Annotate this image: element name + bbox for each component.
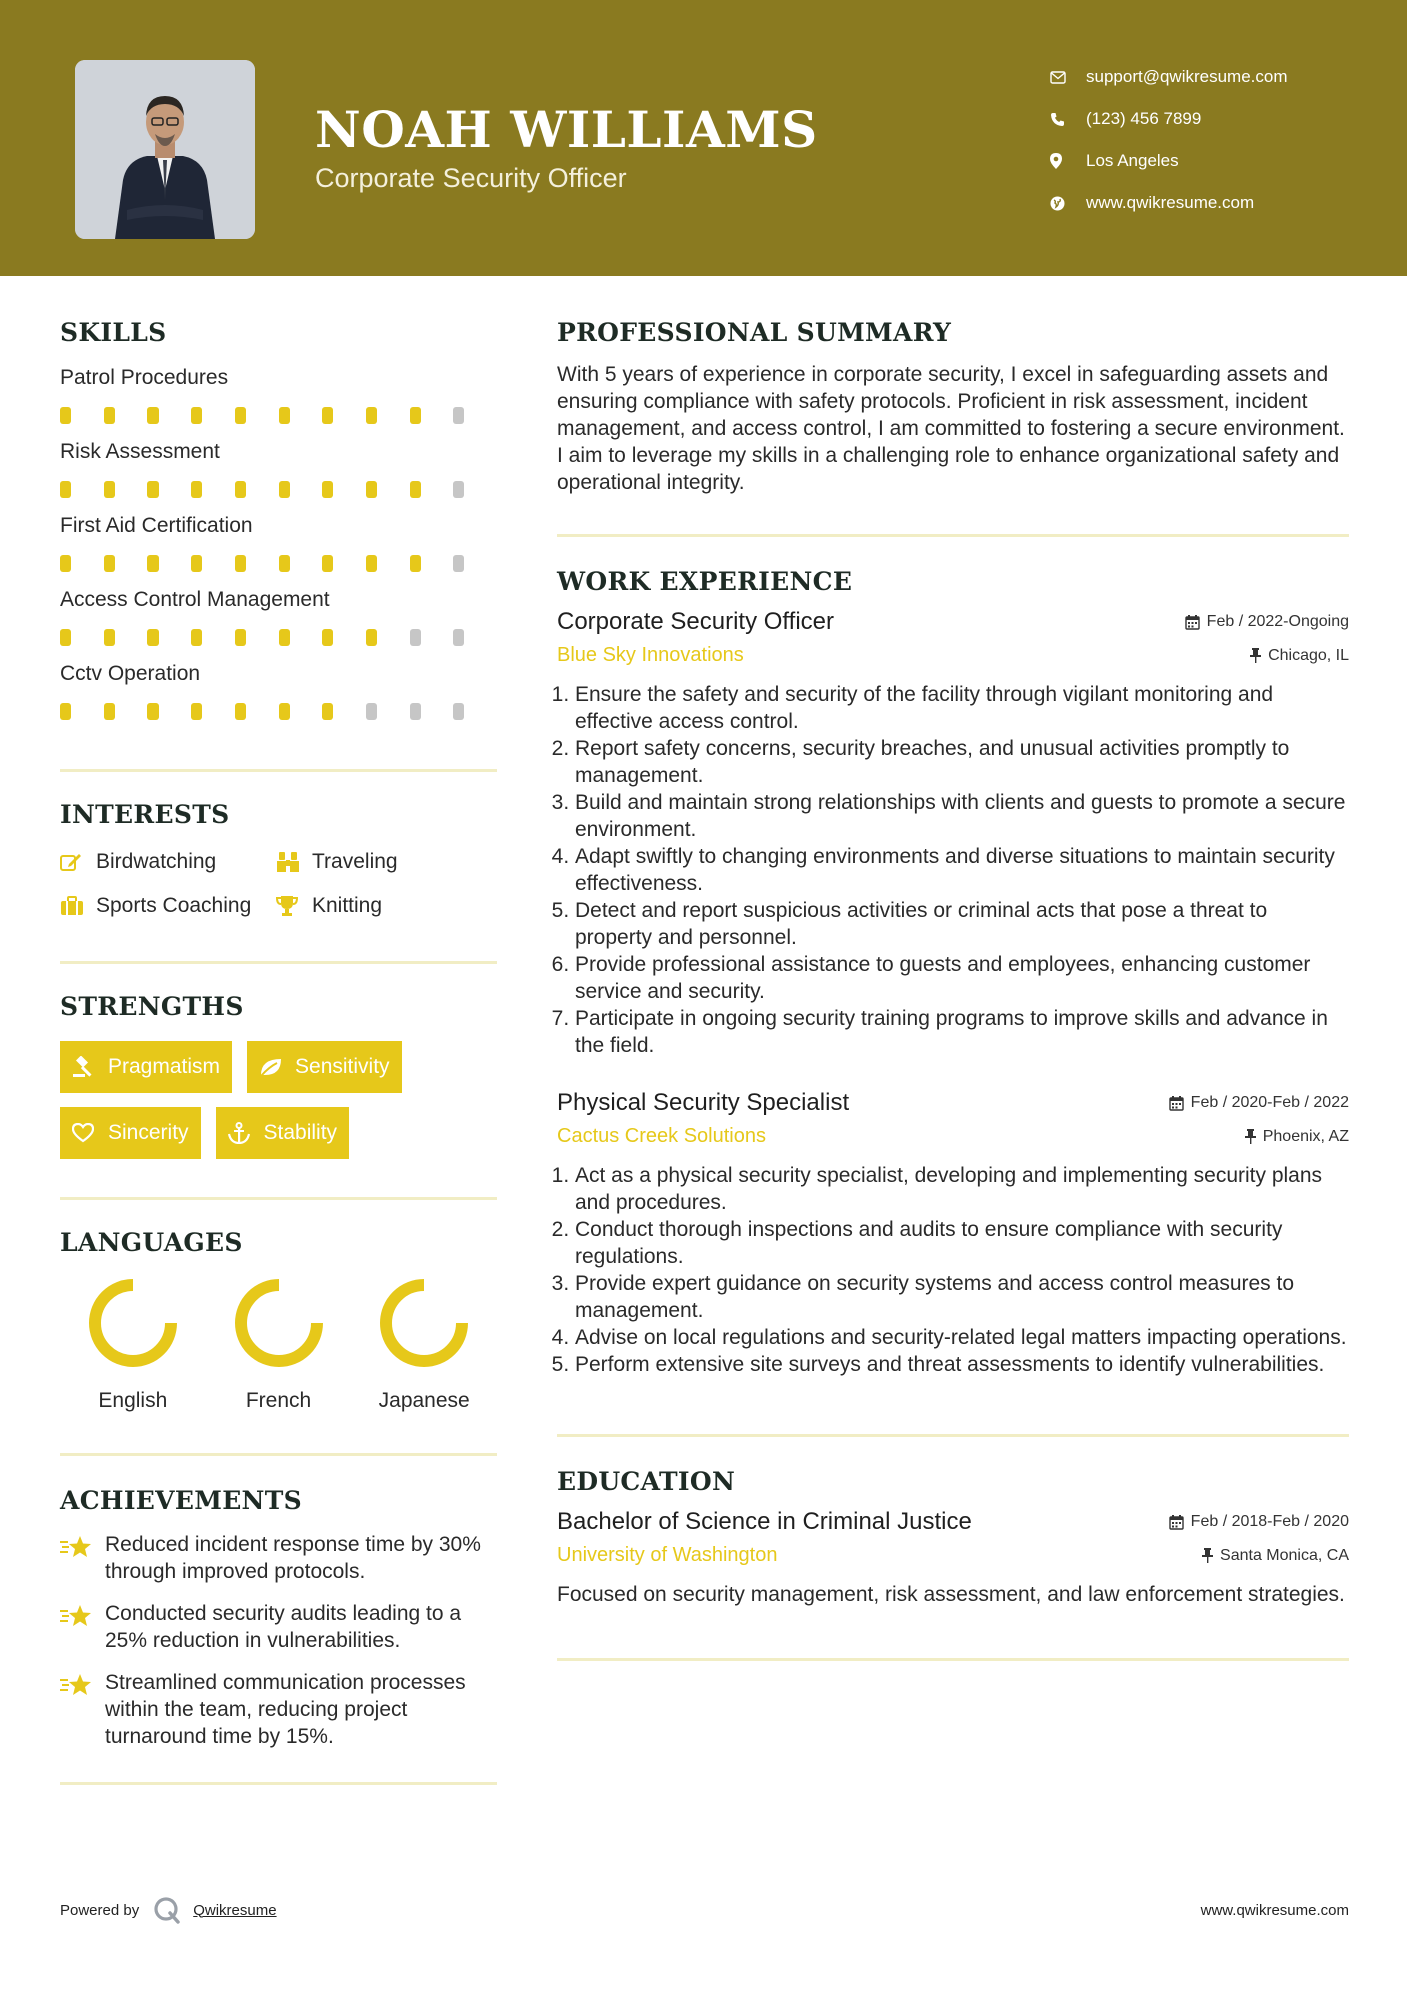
skill-name: Patrol Procedures [60, 366, 229, 389]
education-entry [557, 1508, 1349, 1608]
list-item: 2. Conduct thorough inspections and audits to ensure compliance with security regulations. [575, 1216, 1349, 1270]
skill-rating [60, 541, 497, 585]
skill-name: First Aid Certification [60, 514, 253, 537]
rating-dot-empty [453, 703, 464, 720]
powered-by: Powered by Qwikresume [60, 1896, 277, 1924]
job-location: Phoenix, AZ [1245, 1128, 1349, 1146]
rating-dot-empty [410, 629, 421, 646]
profile-photo [75, 60, 255, 239]
rating-dot-filled [104, 481, 115, 498]
rating-dot-filled [235, 703, 246, 720]
rating-dot-filled [235, 481, 246, 498]
rating-dot-filled [191, 629, 202, 646]
footer-url[interactable]: www.qwikresume.com [1200, 1901, 1349, 1919]
education-description: Focused on security management, risk assessment, and law enforcement strategies. [557, 1583, 1345, 1606]
job-entry [557, 1089, 1349, 1378]
rating-dot-filled [147, 703, 158, 720]
list-item: 1. Act as a physical security specialist, developing and implementing security plans and procedures. [575, 1162, 1349, 1216]
anchor-icon [228, 1122, 264, 1144]
rating-dot-empty [453, 481, 464, 498]
rating-dot-filled [191, 481, 202, 498]
summary-title: PROFESSIONAL SUMMARY [557, 318, 952, 347]
rating-dot-filled [60, 481, 71, 498]
rating-dot-filled [366, 629, 377, 646]
rating-dot-filled [279, 703, 290, 720]
rating-dot-filled [147, 407, 158, 424]
rating-dot-filled [279, 629, 290, 646]
leaf-icon [259, 1057, 295, 1077]
job-date: Feb / 2022-Ongoing [1185, 613, 1349, 631]
list-item: 4. Advise on local regulations and security-related legal matters impacting operations. [575, 1324, 1349, 1351]
pencil-edit-icon [60, 852, 96, 872]
rating-dot-empty [453, 555, 464, 572]
language-level-ring [87, 1277, 179, 1369]
rating-dot-filled [235, 629, 246, 646]
rating-dot-filled [60, 407, 71, 424]
star-badge-icon [60, 1531, 105, 1585]
job-location: Chicago, IL [1250, 647, 1349, 665]
skills-title: SKILLS [60, 318, 167, 347]
pushpin-icon [1245, 1129, 1256, 1144]
rating-dot-filled [104, 407, 115, 424]
contact-email[interactable]: support@qwikresume.com [1050, 56, 1288, 98]
candidate-role: Corporate Security Officer [315, 163, 627, 193]
skill-item [60, 659, 497, 733]
briefcase-icon [60, 896, 96, 916]
star-badge-icon [60, 1669, 105, 1750]
language-name: Japanese [378, 1389, 470, 1412]
phone-icon [1050, 112, 1086, 127]
achievement-item: Streamlined communication processes within the team, reducing project turnaround time by 15%. [60, 1669, 497, 1750]
education-title: EDUCATION [557, 1467, 736, 1496]
list-item: 5. Detect and report suspicious activities or criminal acts that pose a threat to property and personnel. [575, 897, 1349, 951]
language-name: English [98, 1389, 168, 1412]
job-date: Feb / 2020-Feb / 2022 [1169, 1094, 1349, 1112]
pushpin-icon [1250, 648, 1261, 663]
rating-dot-empty [453, 407, 464, 424]
section-divider [60, 1782, 497, 1785]
job-company: Blue Sky Innovations [557, 644, 744, 666]
interest-item: Birdwatching [60, 847, 276, 877]
rating-dot-filled [410, 481, 421, 498]
strengths-list [60, 1041, 497, 1173]
footer [60, 1896, 1349, 1924]
rating-dot-filled [147, 629, 158, 646]
candidate-name: NOAH WILLIAMS [315, 100, 818, 159]
rating-dot-filled [147, 481, 158, 498]
rating-dot-filled [410, 555, 421, 572]
education-location: Santa Monica, CA [1202, 1547, 1349, 1565]
language-item [351, 1277, 497, 1413]
heart-icon [72, 1123, 108, 1143]
interest-item: Traveling [276, 847, 496, 877]
rating-dot-filled [235, 555, 246, 572]
contact-website[interactable]: www.qwikresume.com [1050, 182, 1288, 224]
interests-list [60, 847, 497, 921]
achievements-title: ACHIEVEMENTS [60, 1486, 302, 1515]
rating-dot-filled [147, 555, 158, 572]
rating-dot-filled [191, 703, 202, 720]
skill-item [60, 585, 497, 659]
skills-list [60, 363, 497, 733]
rating-dot-filled [322, 629, 333, 646]
list-item: 5. Perform extensive site surveys and threat assessments to identify vulnerabilities. [575, 1351, 1349, 1378]
language-item [206, 1277, 352, 1413]
achievement-item: Reduced incident response time by 30% through improved protocols. [60, 1531, 497, 1585]
interest-item: Knitting [276, 891, 496, 921]
interest-item: Sports Coaching [60, 891, 276, 921]
strengths-title: STRENGTHS [60, 992, 244, 1021]
skill-rating [60, 467, 497, 511]
rating-dot-filled [279, 407, 290, 424]
skill-item [60, 511, 497, 585]
contact-list [1050, 56, 1288, 224]
job-title: Physical Security Specialist [557, 1089, 850, 1116]
list-item: 1. Ensure the safety and security of the facility through vigilant monitoring and effective access control. [575, 681, 1349, 735]
rating-dot-filled [104, 629, 115, 646]
job-responsibilities [557, 681, 1349, 1059]
languages-list [60, 1277, 497, 1413]
rating-dot-filled [322, 703, 333, 720]
globe-icon [1050, 196, 1086, 211]
list-item: 3. Provide expert guidance on security systems and access control measures to management. [575, 1270, 1349, 1324]
calendar-icon [1169, 1096, 1184, 1111]
list-item: 4. Adapt swiftly to changing environments and diverse situations to maintain security effectiveness. [575, 843, 1349, 897]
education-date: Feb / 2018-Feb / 2020 [1169, 1513, 1349, 1531]
rating-dot-filled [104, 555, 115, 572]
languages-title: LANGUAGES [60, 1228, 243, 1257]
rating-dot-empty [453, 629, 464, 646]
rating-dot-filled [410, 407, 421, 424]
skill-name: Cctv Operation [60, 662, 201, 685]
language-name: French [245, 1389, 312, 1412]
strength-badge: Sincerity [60, 1107, 201, 1159]
experience-title: WORK EXPERIENCE [557, 567, 853, 596]
envelope-icon [1050, 71, 1086, 84]
strength-badge: Sensitivity [247, 1041, 402, 1093]
job-entry [557, 608, 1349, 1059]
gavel-icon [72, 1056, 108, 1078]
list-item: 7. Participate in ongoing security training programs to improve skills and advance in the field. [575, 1005, 1349, 1059]
rating-dot-filled [322, 481, 333, 498]
rating-dot-filled [104, 703, 115, 720]
right-column [557, 318, 1349, 1661]
rating-dot-filled [235, 407, 246, 424]
list-item: 3. Build and maintain strong relationships with clients and guests to promote a secure environment. [575, 789, 1349, 843]
rating-dot-filled [366, 481, 377, 498]
rating-dot-filled [60, 629, 71, 646]
skill-rating [60, 393, 497, 437]
trophy-icon [276, 895, 312, 917]
skill-rating [60, 615, 497, 659]
binoculars-icon [276, 851, 312, 873]
pushpin-icon [1202, 1548, 1213, 1563]
skill-item [60, 363, 497, 437]
strength-badge: Pragmatism [60, 1041, 232, 1093]
list-item: 2. Report safety concerns, security breaches, and unusual activities promptly to management. [575, 735, 1349, 789]
rating-dot-empty [366, 703, 377, 720]
skill-name: Access Control Management [60, 588, 330, 611]
left-column [60, 318, 497, 1785]
rating-dot-filled [60, 703, 71, 720]
skill-item [60, 437, 497, 511]
skill-name: Risk Assessment [60, 440, 220, 463]
achievement-item: Conducted security audits leading to a 25% reduction in vulnerabilities. [60, 1600, 497, 1654]
rating-dot-filled [366, 555, 377, 572]
rating-dot-filled [279, 555, 290, 572]
school-name: University of Washington [557, 1544, 778, 1566]
contact-phone[interactable]: (123) 456 7899 [1050, 98, 1288, 140]
job-company: Cactus Creek Solutions [557, 1125, 766, 1147]
job-title: Corporate Security Officer [557, 608, 834, 635]
star-badge-icon [60, 1600, 105, 1654]
strength-badge: Stability [216, 1107, 350, 1159]
list-item: 6. Provide professional assistance to guests and employees, enhancing customer service and security. [575, 951, 1349, 1005]
rating-dot-empty [410, 703, 421, 720]
section-divider [557, 1658, 1349, 1661]
qwikresume-logo-icon [153, 1896, 181, 1924]
language-level-ring [233, 1277, 325, 1369]
resume-header [0, 0, 1407, 276]
rating-dot-filled [279, 481, 290, 498]
interests-title: INTERESTS [60, 800, 230, 829]
calendar-icon [1169, 1515, 1184, 1530]
rating-dot-filled [366, 407, 377, 424]
rating-dot-filled [191, 555, 202, 572]
rating-dot-filled [322, 555, 333, 572]
contact-location: Los Angeles [1050, 140, 1288, 182]
job-responsibilities [557, 1162, 1349, 1378]
language-item [60, 1277, 206, 1413]
rating-dot-filled [322, 407, 333, 424]
language-level-ring [378, 1277, 470, 1369]
skill-rating [60, 689, 497, 733]
qwikresume-link[interactable]: Qwikresume [193, 1901, 277, 1919]
degree-title: Bachelor of Science in Criminal Justice [557, 1508, 972, 1535]
location-pin-icon [1050, 153, 1086, 169]
rating-dot-filled [60, 555, 71, 572]
rating-dot-filled [191, 407, 202, 424]
calendar-icon [1185, 615, 1200, 630]
summary-text: With 5 years of experience in corporate security, I excel in safeguarding assets and ensuring compliance with safety protocols. Proficient in risk assessment, incident management, and access control, I am committed to fostering a secure environment. I aim to leverage my skills in a challenging role to enhance organizational safety and operational integrity. [557, 363, 1345, 494]
